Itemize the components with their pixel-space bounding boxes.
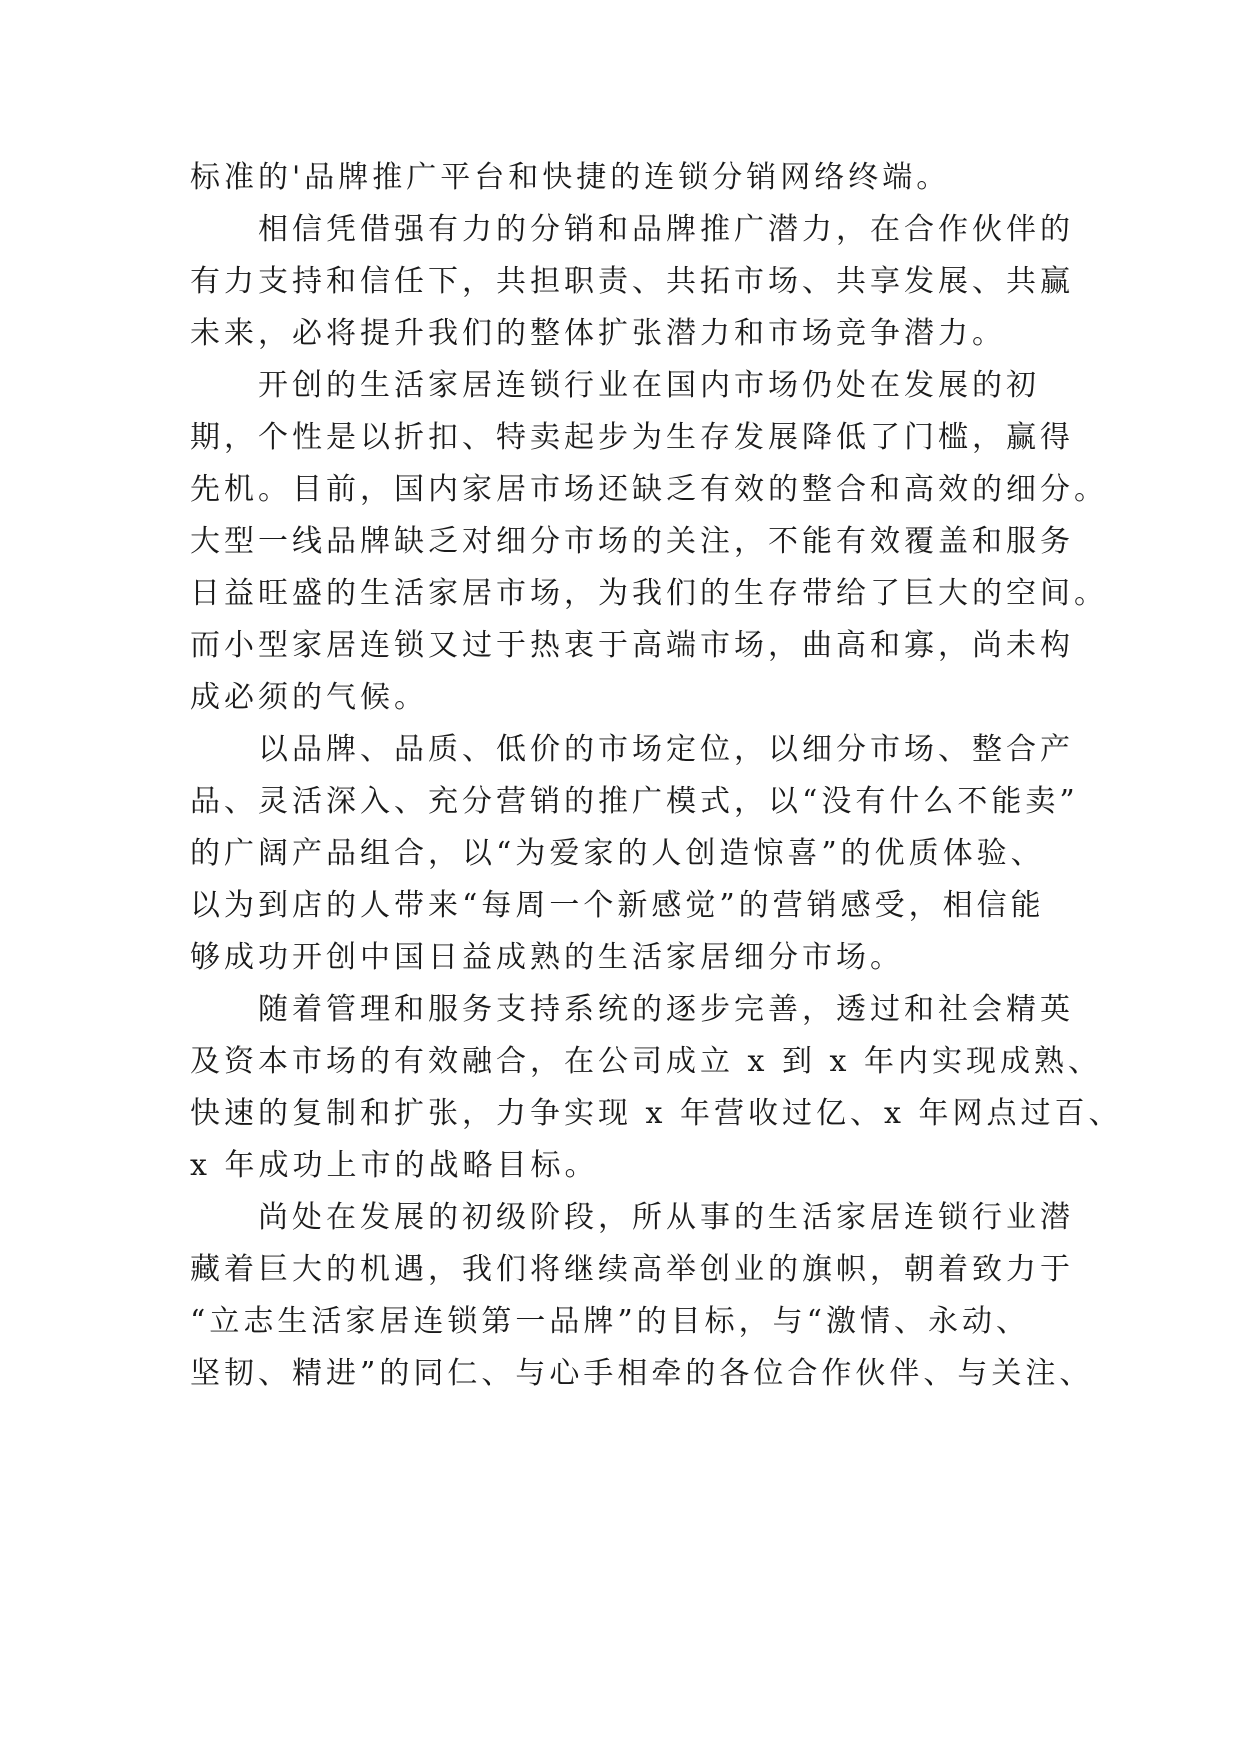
- text-line: 以为到店的人带来“每周一个新感觉”的营销感受，相信能: [190, 888, 1045, 923]
- text-line: x 年成功上市的战略目标。: [190, 1148, 599, 1183]
- text-line: 的广阔产品组合，以“为爱家的人创造惊喜”的优质体验、: [190, 836, 1045, 871]
- text-line: 相信凭借强有力的分销和品牌推广潜力，在合作伙伴的: [190, 212, 1074, 247]
- text-line: 坚韧、精进”的同仁、与心手相牵的各位合作伙伴、与关注、: [190, 1356, 1094, 1391]
- text-line: 快速的复制和扩张，力争实现 x 年营收过亿、x 年网点过百、: [190, 1096, 1123, 1131]
- text-line: 藏着巨大的机遇，我们将继续高举创业的旗帜，朝着致力于: [190, 1252, 1074, 1287]
- text-line: 以品牌、品质、低价的市场定位，以细分市场、整合产: [190, 732, 1074, 767]
- text-line: 而小型家居连锁又过于热衷于高端市场，曲高和寡，尚未构: [190, 628, 1074, 663]
- text-line: 未来，必将提升我们的整体扩张潜力和市场竞争潜力。: [190, 316, 1006, 351]
- text-line: 标准的'品牌推广平台和快捷的连锁分销网络终端。: [190, 160, 951, 195]
- text-line: 成必须的气候。: [190, 680, 428, 715]
- text-line: “立志生活家居连锁第一品牌”的目标，与“激情、永动、: [190, 1304, 1031, 1339]
- text-line: 先机。目前，国内家居市场还缺乏有效的整合和高效的细分。: [190, 472, 1108, 507]
- text-line: 期，个性是以折扣、特卖起步为生存发展降低了门槛，赢得: [190, 420, 1074, 455]
- text-line: 大型一线品牌缺乏对细分市场的关注，不能有效覆盖和服务: [190, 524, 1074, 559]
- text-line: 品、灵活深入、充分营销的推广模式，以“没有什么不能卖”: [190, 784, 1079, 819]
- text-line: 及资本市场的有效融合，在公司成立 x 到 x 年内实现成熟、: [190, 1044, 1102, 1079]
- text-line: 尚处在发展的初级阶段，所从事的生活家居连锁行业潜: [190, 1200, 1074, 1235]
- text-line: 开创的生活家居连锁行业在国内市场仍处在发展的初: [190, 368, 1040, 403]
- text-line: 随着管理和服务支持系统的逐步完善，透过和社会精英: [190, 992, 1074, 1027]
- text-line: 有力支持和信任下，共担职责、共拓市场、共享发展、共赢: [190, 264, 1074, 299]
- body-text: [190, 152, 1123, 1400]
- text-line: 日益旺盛的生活家居市场，为我们的生存带给了巨大的空间。: [190, 576, 1108, 611]
- text-line: 够成功开创中国日益成熟的生活家居细分市场。: [190, 940, 904, 975]
